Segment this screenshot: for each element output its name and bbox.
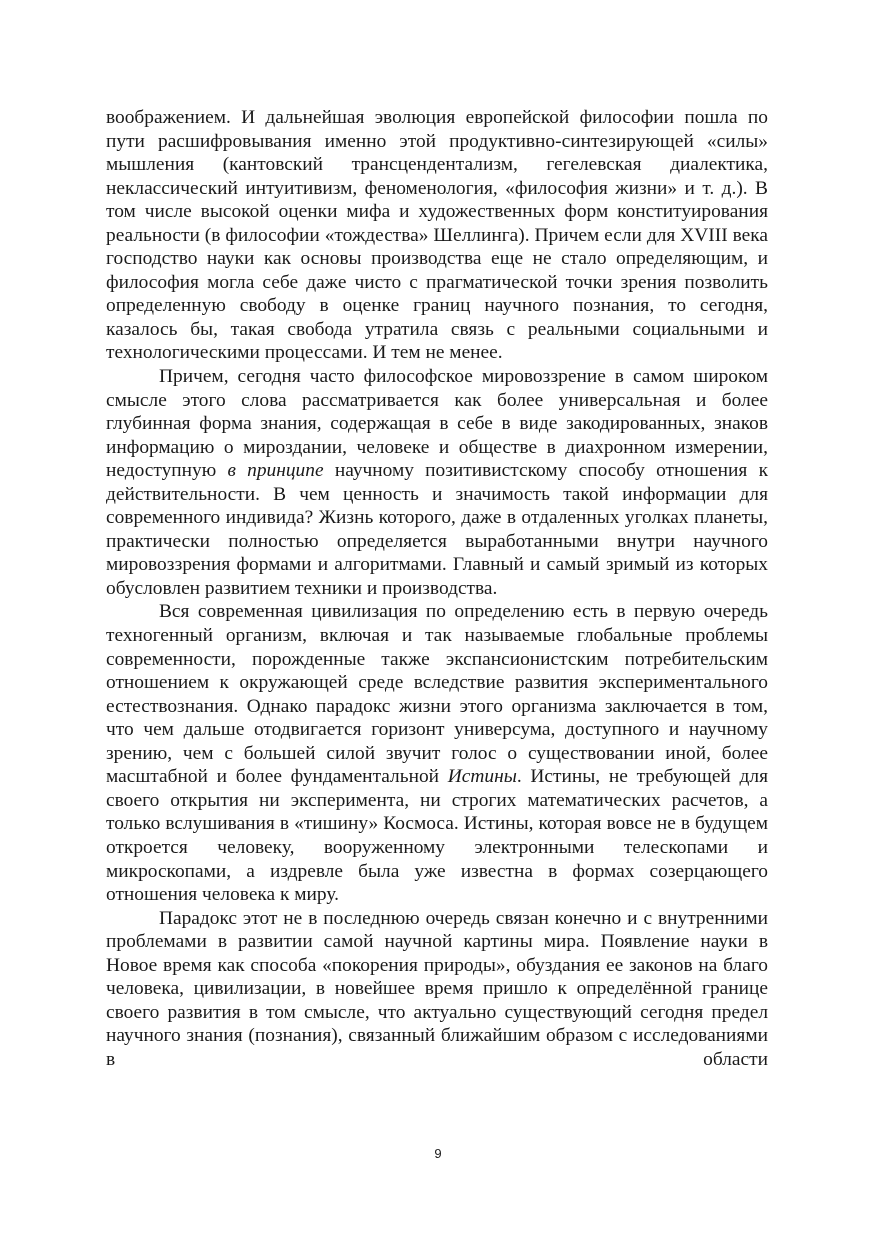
paragraph-3-emphasis: Истины xyxy=(447,766,517,788)
paragraph-2-text-end: научному позитивистскому способу отношения к действительности. В чем ценность и значимость такой информации для современного индивида? Жизнь которого, даже в отдаленных уголках планеты, практически полностью определяется выработанными внутри научного мировоззрения формами и алгоритмами. Главный и самый зримый из которых обусловлен развитием техники и производства. xyxy=(106,460,768,599)
paragraph-2 xyxy=(106,365,768,600)
paragraph-2-text-start: Причем, сегодня часто философское мировоззрение в самом широком смысле этого слова рассматривается как более универсальная и более глубинная форма знания, содержащая в себе в виде закодированных, знаков информацию о мироздании, человеке и обществе в диахронном измерении, недоступную xyxy=(106,366,768,482)
paragraph-2-emphasis: в принципе xyxy=(227,460,324,482)
page-number: 9 xyxy=(434,1146,442,1161)
paragraph-3 xyxy=(106,600,768,906)
document-body xyxy=(106,106,768,1071)
paragraph-4: Парадокс этот не в последнюю очередь связан конечно и с внутренними проблемами в развитии самой научной картины мира. Появление науки в Новое время как способа «покорения природы», обуздания ее законов на благо человека, цивилизации, в новейшее время пришло к определённой границе своего развития в том смысле, что актуально существующий сегодня предел научного знания (познания), связанный ближайшим образом с исследованиями в области xyxy=(106,907,768,1070)
paragraph-1: воображением. И дальнейшая эволюция европейской философии пошла по пути расшифровывания именно этой продуктивно-синтезирующей «силы» мышления (кантовский трансцендентализм, гегелевская диалектика, неклассический интуитивизм, феноменология, «философия жизни» и т. д.). В том числе высокой оценки мифа и художественных форм конституирования реальности (в философии «тождества» Шеллинга). Причем если для XVIII века господство науки как основы производства еще не стало определяющим, и философия могла себе даже чисто с прагматической точки зрения позволить определенную свободу в оценке границ научного познания, то сегодня, казалось бы, такая свобода утратила связь с реальными социальными и технологическими процессами. И тем не менее. xyxy=(106,107,768,364)
paragraph-3-text-start: Вся современная цивилизация по определению есть в первую очередь техногенный организм, включая и так называемые глобальные проблемы современности, порожденные также экспансионистским потребительским отношением к окружающей среде вследствие развития экспериментального естествознания. Однако парадокс жизни этого организма заключается в том, что чем дальше отодвигается горизонт универсума, доступного и научному зрению, чем с большей силой звучит голос о существовании иной, более масштабной и более фундаментальной xyxy=(106,601,768,788)
paragraph-3-text-end: . Истины, не требующей для своего открытия ни эксперимента, ни строгих математических расчетов, а только вслушивания в «тишину» Космоса. Истины, которая вовсе не в будущем откроется человеку, вооруженному электронными телескопами и микроскопами, а издревле была уже известна в формах созерцающего отношения человека к миру. xyxy=(106,766,768,906)
